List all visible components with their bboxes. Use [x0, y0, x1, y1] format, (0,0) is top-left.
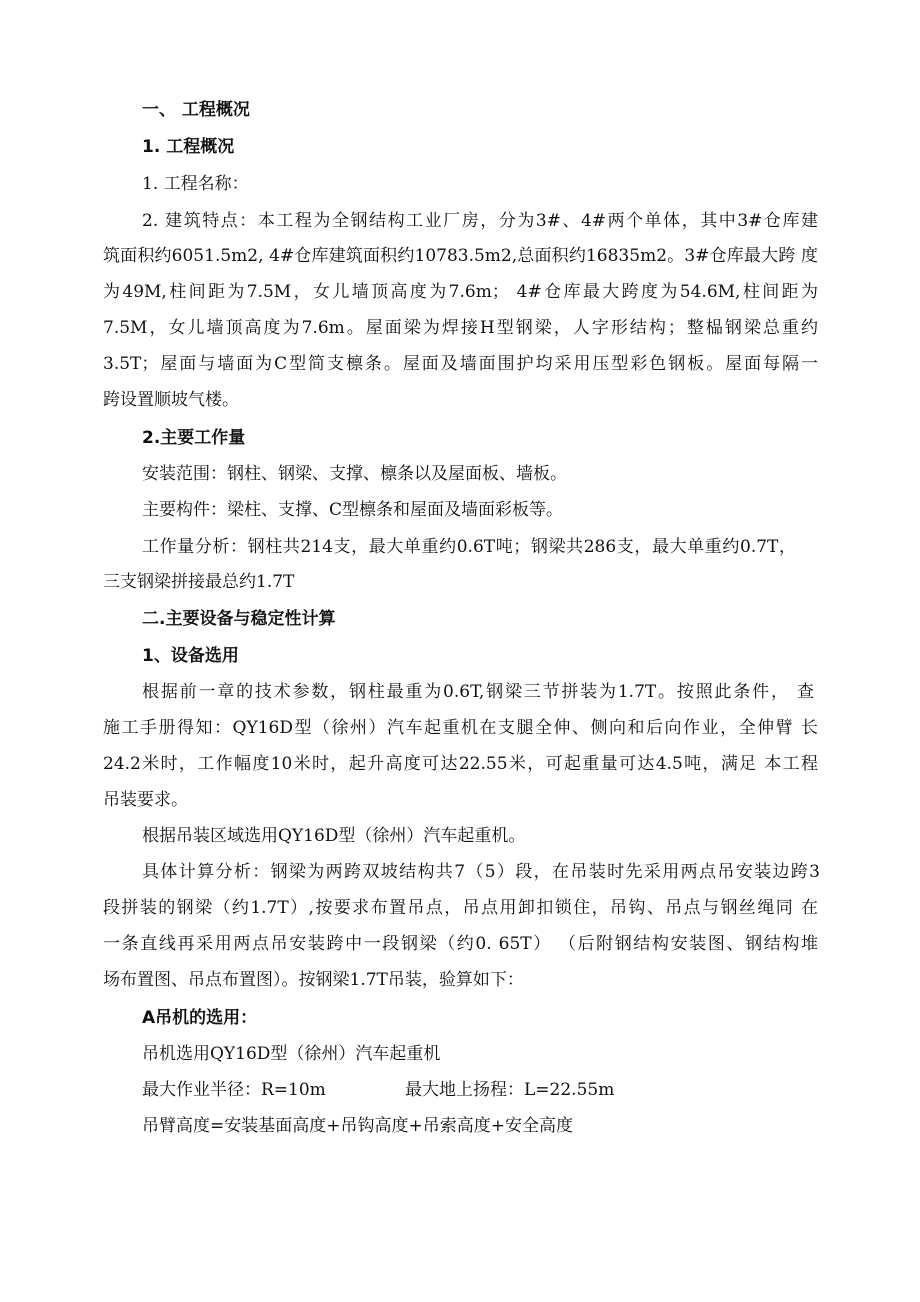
building-features-line: 3.5T；屋面与墙面为C型简支檩条。屋面及墙面围护均采用压型彩色钢板。屋面每隔一: [103, 354, 818, 374]
calculation-paragraph-line: 段拼装的钢梁（约1.7T）,按要求布置吊点，吊点用卸扣锁住，吊钩、吊点与钢丝绳同 在: [103, 898, 818, 918]
workload-analysis-line: 三支钢梁拼接最总约1.7T: [103, 572, 295, 592]
equipment-paragraph-line: 吊装要求。: [103, 790, 188, 810]
calculation-paragraph-line: 一条直线再采用两点吊安装跨中一段钢梁（约0. 65T） （后附钢结构安装图、钢结构堆: [103, 934, 818, 954]
calculation-paragraph-line: 具体计算分析：钢梁为两跨双坡结构共7（5）段，在吊装时先采用两点吊安装边跨3: [142, 862, 820, 882]
section-1-1-heading: 1. 工程概况: [142, 137, 235, 157]
building-features-line: 2. 建筑特点：本工程为全钢结构工业厂房，分为3#、4#两个单体，其中3#仓库建: [142, 211, 818, 231]
building-features-line: 跨设置顺坡气楼。: [103, 390, 239, 410]
crane-choice-text: 根据吊装区域选用QY16D型（徐州）汽车起重机。: [142, 826, 526, 846]
install-scope-text: 安装范围：钢柱、钢梁、支撑、檩条以及屋面板、墙板。: [142, 464, 567, 484]
boom-height-formula: 吊臂高度=安装基面高度+吊钩高度+吊索高度+安全高度: [142, 1116, 573, 1136]
crane-specs-row: [142, 1078, 857, 1102]
equipment-paragraph-line: 施工手册得知：QY16D型（徐州）汽车起重机在支腿全伸、侧向和后向作业，全伸臂 长: [103, 718, 818, 738]
main-members-text: 主要构件：梁柱、支撑、C型檩条和屋面及墙面彩板等。: [142, 500, 564, 520]
max-lift-height-text: 最大地上扬程：L=22.55m: [405, 1080, 615, 1100]
calculation-paragraph-line: 场布置图、吊点布置图）。按钢梁1.7T吊装，验算如下：: [103, 970, 524, 990]
building-features-line: 为49M,柱间距为7.5M，女儿墙顶高度为7.6m； 4#仓库最大跨度为54.6M,柱间距为: [103, 282, 818, 302]
crane-selection-heading: A吊机的选用：: [142, 1008, 258, 1028]
section-2-heading: 二.主要设备与稳定性计算: [142, 609, 336, 629]
workload-analysis-line: 工作量分析：钢柱共214支，最大单重约0.6T吨；钢梁共286支，最大单重约0.7T，: [142, 537, 796, 557]
building-features-line: 筑面积约6051.5m2, 4#仓库建筑面积约10783.5m2,总面积约16835m2。3#仓库最大跨 度: [103, 246, 818, 266]
section-1-heading: 一、 工程概况: [142, 100, 250, 120]
equipment-paragraph-line: 根据前一章的技术参数，钢柱最重为0.6T,钢梁三节拼装为1.7T。按照此条件， 查: [142, 682, 814, 702]
workload-heading: 2.主要工作量: [142, 428, 246, 448]
crane-model-text: 吊机选用QY16D型（徐州）汽车起重机: [142, 1044, 441, 1064]
max-radius-text: 最大作业半径：R=10m: [142, 1080, 326, 1100]
building-features-line: 7.5M，女儿墙顶高度为7.6m。屋面梁为焊接H型钢梁，人字形结构；整榀钢梁总重约: [103, 318, 818, 338]
project-name-item: 1. 工程名称：: [142, 174, 249, 194]
equipment-paragraph-line: 24.2米时，工作幅度10米时，起升高度可达22.55米，可起重量可达4.5吨，满足 本工程: [103, 754, 818, 774]
equipment-selection-heading: 1、设备选用: [142, 646, 239, 666]
